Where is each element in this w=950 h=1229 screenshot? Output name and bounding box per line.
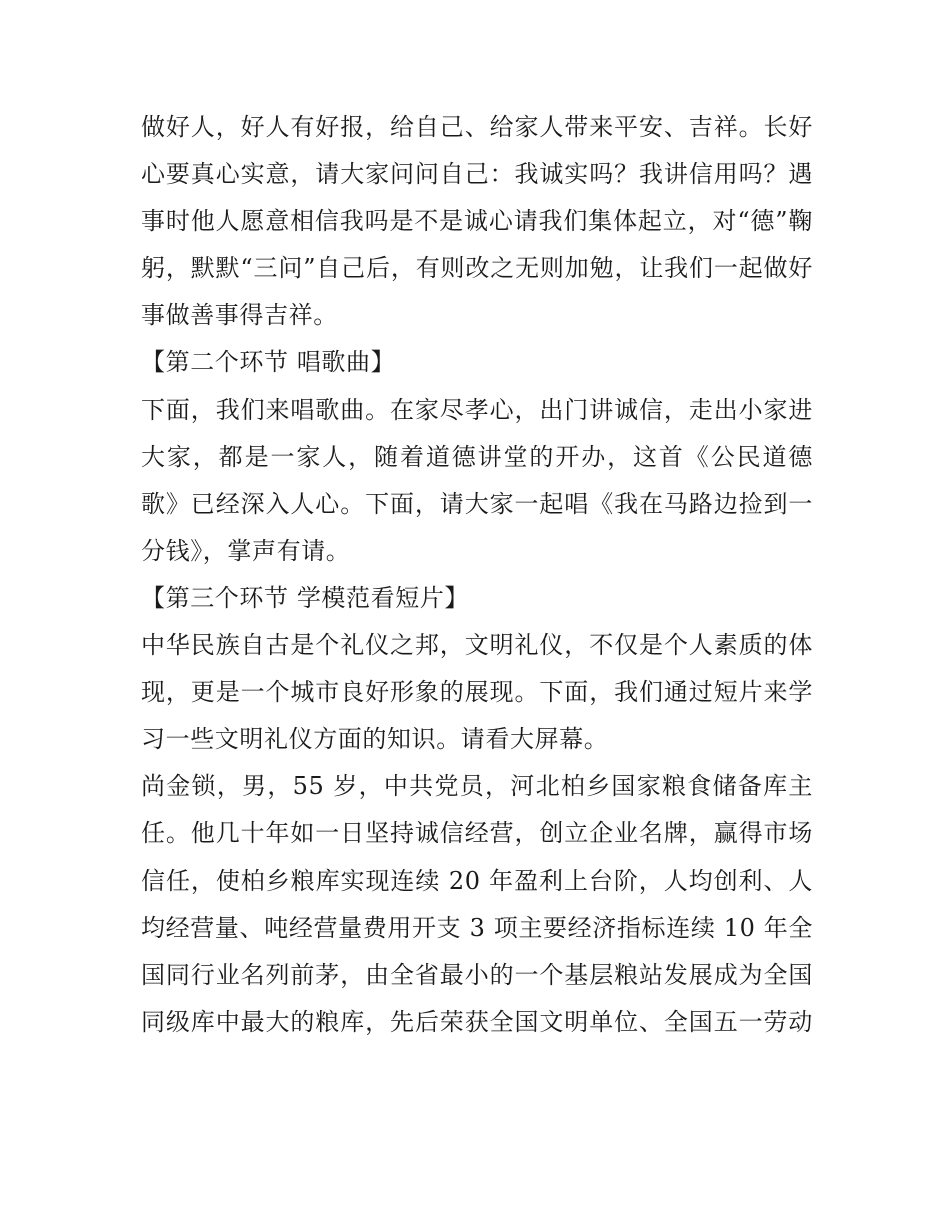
text-line: 习一些文明礼仪方面的知识。请看大屏幕。 xyxy=(141,725,609,754)
text-line: 下面，我们来唱歌曲。在家尽孝心，出门讲诚信，走出小家进 xyxy=(141,395,813,424)
text-line: 现，更是一个城市良好形象的展现。下面，我们通过短片来学 xyxy=(141,678,813,707)
text-line: 任。他几十年如一日坚持诚信经营，创立企业名牌，赢得市场 xyxy=(141,819,813,848)
text-line: 同级库中最大的粮库，先后荣获全国文明单位、全国五一劳动 xyxy=(141,1007,813,1036)
text-line: 中华民族自古是个礼仪之邦，文明礼仪，不仅是个人素质的体 xyxy=(141,631,813,660)
text-line: 尚金锁，男，55 岁，中共党员，河北柏乡国家粮食储备库主 xyxy=(141,772,813,801)
text-line: 心要真心实意，请大家问问自己：我诚实吗？我讲信用吗？遇 xyxy=(141,160,813,189)
text-line: 事时他人愿意相信我吗是不是诚心请我们集体起立，对“德”鞠 xyxy=(141,207,813,236)
text-line: 大家，都是一家人，随着道德讲堂的开办，这首《公民道德 xyxy=(141,442,813,471)
text-line: 做好人，好人有好报，给自己、给家人带来平安、吉祥。长好 xyxy=(141,113,813,141)
text-line: 事做善事得吉祥。 xyxy=(141,301,338,330)
text-line: 信任，使柏乡粮库实现连续 20 年盈利上台阶，人均创利、人 xyxy=(141,866,813,895)
document-body xyxy=(141,104,813,1046)
text-line: 躬，默默“三问”自己后，有则改之无则加勉，让我们一起做好 xyxy=(141,254,813,283)
text-line: 分钱》，掌声有请。 xyxy=(141,536,351,565)
text-line: 歌》已经深入人心。下面，请大家一起唱《我在马路边捡到一 xyxy=(141,489,813,518)
text-line: 国同行业名列前茅，由全省最小的一个基层粮站发展成为全国 xyxy=(141,960,813,989)
text-line: 均经营量、吨经营量费用开支 3 项主要经济指标连续 10 年全 xyxy=(141,913,813,942)
section-heading: 【第三个环节 学模范看短片】 xyxy=(141,583,470,612)
section-heading: 【第二个环节 唱歌曲】 xyxy=(141,348,396,377)
